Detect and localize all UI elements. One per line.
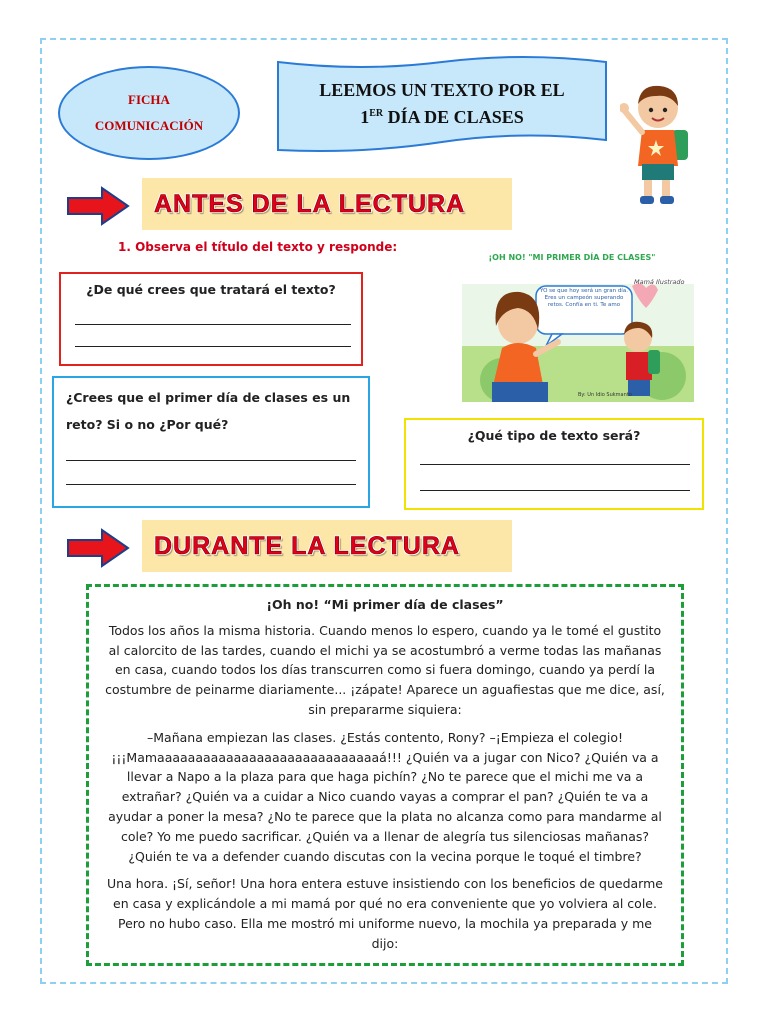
question-3-text: ¿Qué tipo de texto será? xyxy=(467,428,641,443)
title-ordinal-number: 1 xyxy=(360,107,370,127)
title-banner xyxy=(272,56,612,156)
reading-paragraph-1: Todos los años la misma historia. Cuando menos lo espero, cuando ya le tomé el gustito al calorcito de las tardes, cuando el michi ya se acostumbró a verme todas las mañanas en casa, cuando todos los días transcurren como si fuera domingo, cuando ya perdí la costumbre de peinarme diariamente... ¡zápate! Aparece un aguafiestas que me dice, así, sin prepararme siquiera: xyxy=(105,622,665,717)
answer-line xyxy=(420,464,690,465)
illustration-title: ¡OH NO! "MI PRIMER DÍA DE CLASES" xyxy=(488,253,656,262)
section-during-band xyxy=(142,520,512,572)
story-illustration xyxy=(462,250,694,402)
worksheet-label-line2: COMUNICACIÓN xyxy=(94,118,204,133)
reading-paragraph-2: –Mañana empiezan las clases. ¿Estás contento, Rony? –¡Empieza el colegio! ¡¡¡Mamaaaaaaaaaaaaaaaaaaaaaaaaaaaaaá!!! ¿Quién va a jugar con Nico? ¿Quién va a llevar a Napo a la plaza para que haga pichín? ¿No te parece que el michi me va a extrañar? ¿Quién va a cuidar a Nico cuando vayas a comprar el pan? ¿Quién te va a ayudar a poner la mesa? ¿No te parece que la plata no alcanza como para mandarme al cole? Yo me puedo sacrificar. ¿Quién va a llenar de alegría tus silenciosas mañanas? ¿Quién te va a defender cuando discutas con la vecina porque le toqué el timbre? xyxy=(108,729,662,864)
section-during-title: DURANTE LA LECTURA xyxy=(154,531,460,560)
question-box-2 xyxy=(52,376,370,508)
reading-paragraph-3: Una hora. ¡Sí, señor! Una hora entera estuve insistiendo con los beneficios de quedarme en casa y explicándole a mi mamá por qué no era conveniente que yo volviera al cole. Pero no hubo caso. Ella me mostró mi uniforme nuevo, la mochila ya preparada y me dijo: xyxy=(107,876,663,951)
answer-line xyxy=(75,346,351,347)
illustration-speech-bubble: YO se que hoy será un gran día. Eres un campeón superando retos. Confía en ti. Te amo xyxy=(540,288,628,308)
question-box-3 xyxy=(404,418,704,510)
section-before-band xyxy=(142,178,512,230)
worksheet-label xyxy=(58,66,240,160)
question-2-text: ¿Crees que el primer día de clases es un reto? Si o no ¿Por qué? xyxy=(66,390,351,432)
page-title-line2 xyxy=(272,102,612,129)
question-box-1 xyxy=(59,272,363,366)
story-illustration-art xyxy=(462,250,694,402)
illustration-signature: Mamá Ilustrado xyxy=(634,278,685,286)
answer-line xyxy=(66,460,356,461)
title-rest: DÍA DE CLASES xyxy=(383,107,524,127)
answer-line xyxy=(420,490,690,491)
instruction-text: 1. Observa el título del texto y responde: xyxy=(118,240,398,254)
page-title xyxy=(272,78,612,129)
arrow-right-icon xyxy=(66,528,130,568)
answer-line xyxy=(66,484,356,485)
boy-illustration xyxy=(620,80,694,210)
worksheet-label-line1: FICHA xyxy=(128,92,170,107)
reading-box xyxy=(86,584,684,966)
title-ordinal-suffix: ER xyxy=(369,108,384,119)
question-1-text: ¿De qué crees que tratará el texto? xyxy=(86,282,336,297)
section-before-title: ANTES DE LA LECTURA xyxy=(154,189,466,218)
arrow-right-icon xyxy=(66,186,130,226)
page-title-line1: LEEMOS UN TEXTO POR EL xyxy=(319,80,565,100)
illustration-credit: By: Un Idio Sukmanto xyxy=(578,392,632,398)
answer-line xyxy=(75,324,351,325)
reading-title: ¡Oh no! “Mi primer día de clases” xyxy=(266,597,504,612)
